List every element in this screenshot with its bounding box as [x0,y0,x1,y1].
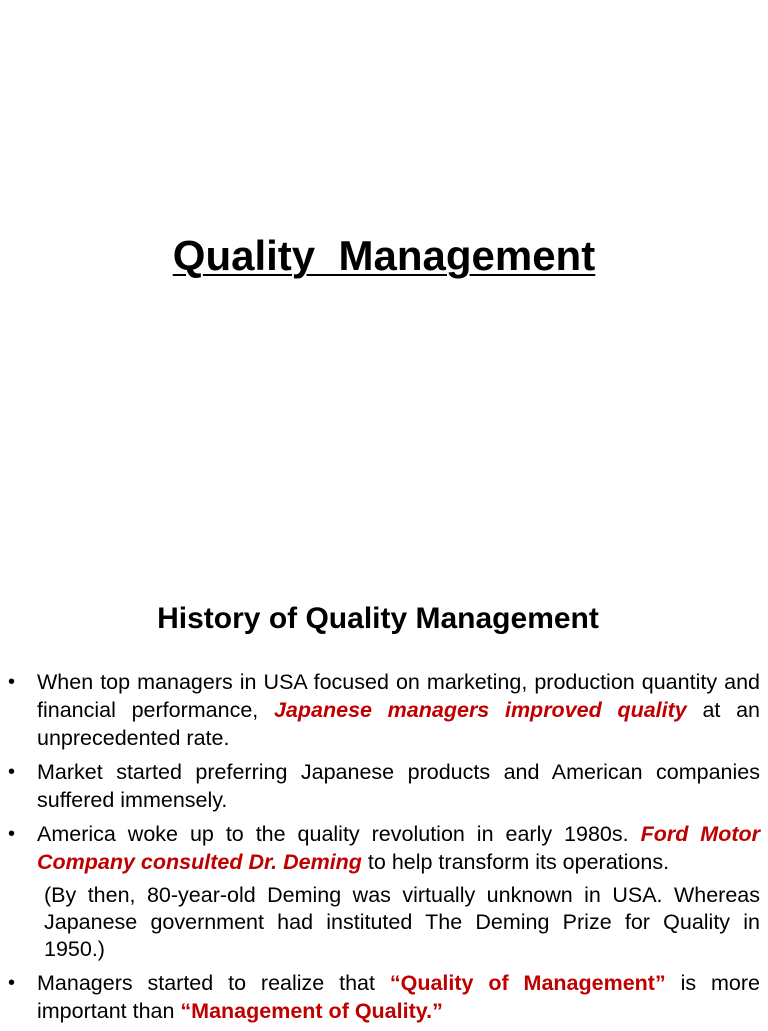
highlight-text: “Management of Quality.” [180,999,443,1023]
bullet-text: When top managers in USA focused on marketing, production quantity and financial performance, [37,670,760,722]
bullet-text: to help transform its operations. [361,850,670,874]
bullet-item [8,668,760,752]
bullet-marker: • [8,671,16,693]
bullet-list [8,668,760,1031]
bullet-text: America woke up to the quality revolution in early 1980s. [37,822,641,846]
highlight-text: Japanese managers improved quality [273,698,687,722]
slide-title: Quality Management [172,232,596,279]
highlight-text: “Quality of Management” [389,971,666,995]
bullet-marker: • [8,972,16,994]
note-paragraph: (By then, 80-year-old Deming was virtually unknown in USA. Whereas Japanese government had instituted The Deming Prize for Quality in 1950.) [44,883,760,961]
bullet-text: is more important than [37,971,760,1023]
slide-heading: History of Quality Management [157,602,599,635]
bullet-text: Managers started to realize that [37,971,390,995]
bullet-marker: • [8,823,16,845]
bullet-text: Market started preferring Japanese products and American companies suffered immensely. [37,760,760,812]
bullet-item [8,969,760,1025]
bullet-item [8,820,760,876]
highlight-text: Ford Motor Company consulted Dr. Deming [37,822,760,874]
bullet-text: at an unprecedented rate. [37,698,760,750]
bullet-item [8,758,760,814]
bullet-marker: • [8,761,16,783]
history-slide [0,560,768,1024]
